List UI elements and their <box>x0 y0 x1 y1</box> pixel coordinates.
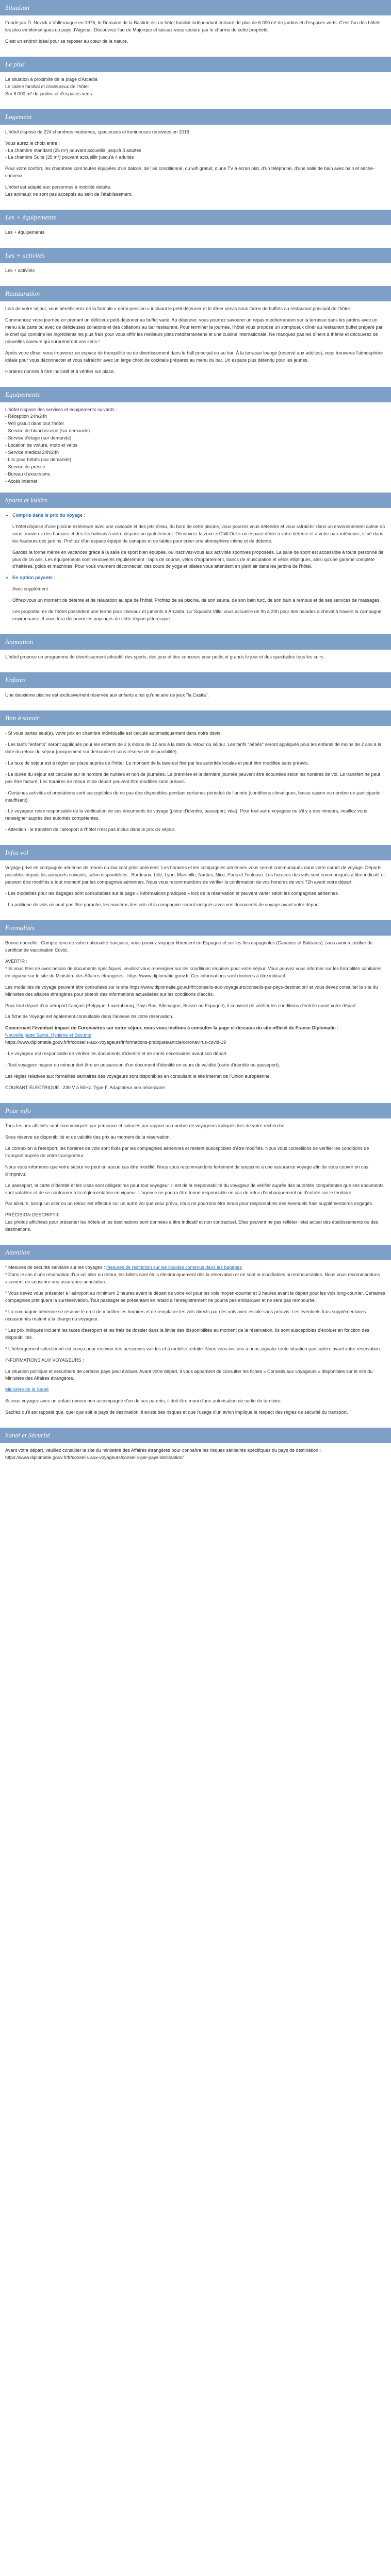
section-title-equipements: Equipements <box>0 387 391 402</box>
bullet-list <box>12 574 386 582</box>
paragraph: Les animaux ne sont pas acceptés au sein de l'établissement. <box>5 192 133 197</box>
paragraph: Sous réserve de disponibilité et de validité des prix au moment de la réservation. <box>5 1134 171 1140</box>
section-formalites <box>0 920 391 1103</box>
paragraph: Tous les prix affichés sont communiqués par personne et calculés par rapport au nombre de voyageurs indiqués lors de votre recherche. <box>5 1123 286 1128</box>
section-situation <box>0 0 391 57</box>
section-enfants <box>0 672 391 710</box>
section-title-restauration: Restauration <box>0 286 391 301</box>
section-title-formalites: Formalités <box>0 920 391 936</box>
section-title-plus-equipements: Les + équipements <box>0 210 391 225</box>
ministere-sante-link[interactable]: Ministère de la Santé <box>5 1387 49 1393</box>
paragraph: Les + activités <box>5 268 35 274</box>
paragraph: - La chambre standard (25 m²) pouvant accueillir jusqu'à 3 adultes <box>5 147 141 153</box>
paragraph: Les photos affichées pour présenter les hôtels et les destinations sont données à titre indicatif et non contractuel. Elles peuvent ne pas refléter l'état actuel des établissements ou des destinations. <box>5 1219 378 1232</box>
paragraph: La fiche de Voyage est également consultable dans l'annexe de votre réservation. <box>5 1014 173 1020</box>
section-equipements <box>0 387 391 493</box>
paragraph: L'hôtel propose un programme de divertissement attractif, des sports, des jeux et des concours pour petits et grands le jour et des spectacles tous les soirs. <box>5 654 325 660</box>
section-sante-securite <box>0 1428 391 1473</box>
section-title-logement: Logement <box>0 109 391 125</box>
subheading-compris: • Compris dans le prix du voyage : <box>12 512 386 519</box>
section-title-enfants: Enfants <box>0 672 391 688</box>
bullet-list <box>12 512 386 519</box>
paragraph: Une deuxième piscine est exclusivement réservée aux enfants ainsi qu'une aire de jeux "la Casita". <box>5 692 209 698</box>
paragraph: L'hôtel dispose d'une piscine extérieure avec une cascade et des jets d'eau, du bord de cette piscine, vous pourrez vous détendre et vous rafraîchir dans un environnement calme où vous trouverez des hamacs et des lits balinais à votre disposition gratuitement. Découvrez la zone « Chill Out » un espace dédié à votre détente et à votre paix intérieure, situé dans les hauteurs des jardins. Profitez d'un espace équipé de canapés et de tables pour créer une atmosphère intime et de détente. <box>12 523 385 544</box>
paragraph: Pour tout départ d'un aéroport français (Belgique, Luxembourg, Pays-Bas, Allemagne, Suisse ou Espagne), il convient de vérifier les conditions d'entrée avant votre départ. <box>5 1003 357 1008</box>
section-sports <box>0 493 391 634</box>
section-title-sports: Sports et loisirs <box>0 493 391 508</box>
paragraph: L'hôtel dispose de 224 chambres modernes, spacieuses et lumineuses rénovées en 2019. <box>5 129 191 134</box>
paragraph: - Le voyageur reste responsable de la vérification de ses documents de voyage (pièce d'identité, passeport, visa). Pour tout autre voyageur ou s'il y a des mineurs, veuillez vous renseigner auprès des autorités compétentes. <box>5 808 367 821</box>
list-item: - Wifi gratuit dans tout l'hôtel <box>5 421 64 427</box>
section-animation <box>0 634 391 672</box>
paragraph: Voyage privé en compagnie aérienne de renom ou low cost principalement. Les horaires et les compagnies aériennes vous seront communiqués dans votre carnet de voyage. Départs possibles depuis les aéroports suivants, selon disponibilités : Bordeaux, Lille, Lyon, Marseille, Nantes, Nice, Paris et Toulouse. Les horaires des vols sont communiqués à titre indicatif et peuvent être modifiés à tout moment par les compagnies aériennes. Nous vous recommandons de vérifier la confirmation de vos horaires de vols 72h avant votre départ. <box>5 865 385 885</box>
paragraph: Les règles relatives aux formalités sanitaires des voyageurs sont disponibles en consultant le site internet de l'Union européenne. <box>5 1074 271 1079</box>
paragraph: https://www.diplomatie.gouv.fr/fr/conseils-aux-voyageurs/informations-pratiques/article/coronavirus-covid-19 <box>5 1040 226 1045</box>
paragraph: * Dans le cas d'une réservation d'un vol aller ou retour, les billets sont émis électroniquement dès la réservation et ne sont ni modifiables ni remboursables. Nous vous recommandons vivement de souscrire une assurance annulation. <box>5 1272 380 1285</box>
list-item: - Lits pour bébés (sur demande) <box>5 457 72 463</box>
section-title-attention: Attention <box>0 1245 391 1260</box>
paragraph: La connexion à l'aéroport, les horaires de vols sont fixés par les compagnies aériennes et restent susceptibles d'être modifiés. Nous vous conseillons de vérifier les conditions de transport auprès de votre transporteur. <box>5 1145 369 1158</box>
paragraph: * Les prix indiqués incluent les taxes d'aéroport et les frais de dossier dans la limite des disponibilités au moment de la réservation. Ils sont susceptibles d'évoluer en fonction des disponibilités. <box>5 1327 369 1340</box>
section-title-sante-securite: Santé et Sécurité <box>0 1428 391 1443</box>
paragraph: Les propriétaires de l'hôtel possèdent une ferme pour chevaux et juments à Arcadia. La 'Squadra Villa' vous accueille de 9h à 20h pour des balades à cheval à travers la campagne environnante et vous fera découvrir les paysages de cette région pittoresque. <box>12 609 382 622</box>
section-title-infos-vol: Infos vol <box>0 845 391 860</box>
paragraph: * La compagnie aérienne se réserve le droit de modifier les horaires et de remplacer les vols directs par des vols avec escale sans préavis. Les éventuels frais supplémentaires occasionnés restent à la charge du voyageur. <box>5 1309 366 1321</box>
section-pour-info <box>0 1103 391 1245</box>
section-logement <box>0 109 391 210</box>
paragraph: - Les modalités pour les bagages sont consultables sur la page « Informations pratiques » lors de la réservation et peuvent varier selon les compagnies aériennes. <box>5 891 339 896</box>
paragraph: PRÉCISION DESCRIPTIF <box>5 1212 60 1218</box>
paragraph: Nous vous informons que votre séjour ne peut en aucun cas être modifié. Nous vous recommandons fortement de souscrire à une assurance voyage afin de vous couvrir en cas d'imprévu. <box>5 1164 368 1177</box>
paragraph: * Vous devez vous présenter à l'aéroport au minimum 2 heures avant le départ de votre vol pour les vols moyen-courrier et 3 heures avant le départ pour les vols long-courrier. Certaines compagnies pratiquent la surréservation. Tout passager se présentant en retard à l'enregistrement ne pourra pas embarquer et ne sera pas remboursé. <box>5 1291 385 1303</box>
sante-hygiene-link[interactable]: Nouvelle page Santé, Hygiène et Sécurité <box>5 1032 92 1038</box>
section-restauration <box>0 286 391 387</box>
paragraph: Sachez qu'il est rappelé que, quel que soit le pays de destination, il existe des risques et que l'usage d'un avion implique le respect des règles de sécurité du transport. <box>5 1410 348 1415</box>
section-bon-a-savoir <box>0 710 391 845</box>
paragraph: La situation politique et sécuritaire de certains pays peut évoluer. Avant votre départ, il vous appartient de consulter les fiches « Conseils aux voyageurs » disponibles sur le site du Ministère des Affaires étrangères. <box>5 1368 373 1381</box>
paragraph: - Si vous partez seul(e), votre prix en chambre individuelle est calculé automatiquement dans notre devis. <box>5 730 222 736</box>
section-title-le-plus: Le plus <box>0 57 391 72</box>
paragraph: - Le voyageur est responsable de vérifier les documents d'identité et de santé nécessaires avant son départ. <box>5 1051 228 1057</box>
paragraph: Avant votre départ, veuillez consulter le site du ministère des Affaires étrangères pour connaître les risques sanitaires spécifiques du pays de destination : https://www.diplomatie.gouv.fr/fr/conseils-aux-voyageurs/conseils-par-pays-destination/ <box>5 1448 321 1461</box>
list-item: - Service de presse <box>5 464 45 469</box>
section-title-plus-activites: Les + activités <box>0 248 391 263</box>
paragraph: Le passeport, la carte d'identité et les visas sont obligatoires pour tout voyageur. Il est de la responsabilité du voyageur de vérifier auprès des autorités compétentes que ses documents sont valables et de se conformer à la réglementation en vigueur. L'agence ne pourra être tenue responsable en cas de refus d'embarquement ou d'entrée sur le territoire. <box>5 1182 384 1195</box>
list-item: - Service médical 24h/24h <box>5 450 59 455</box>
paragraph: - La chambre Suite (35 m²) pouvant accueillir jusqu'à 4 adultes <box>5 155 134 160</box>
paragraph: Les + équipements <box>5 230 45 235</box>
section-plus-equipements <box>0 210 391 248</box>
list-item: - Location de voiture, moto et vélos <box>5 443 78 448</box>
list-item: - Service de blanchisserie (sur demande) <box>5 428 90 434</box>
paragraph: Après votre dîner, vous trouverez un espace de tranquillité ou de divertissement dans le hall principal ou au bar. À la terrasse lounge (réservé aux adultes), vous trouverez l'atmosphère idéale pour vous déconnecter et vous rafraîchir avec un large choix de cocktails préparés au menu du bar. Un espace plus détendu pour les jeunes. <box>5 350 383 363</box>
paragraph: Lors de votre séjour, vous bénéficierez de la formule « demi-pension » incluant le petit-déjeuner et le dîner servis sous forme de buffets au restaurant principal de l'hôtel. <box>5 306 351 311</box>
list-item: - Accès internet <box>5 478 38 484</box>
paragraph: * L'hébergement sélectionné est conçu pour recevoir des personnes valides et à mobilité réduite. Nous vous invitons à nous signaler toute situation particulière avant votre réservation. <box>5 1346 381 1351</box>
paragraph: L'hôtel dispose des services et équipements suivants : <box>5 406 117 412</box>
paragraph: Avec supplément : <box>12 586 51 592</box>
paragraph: - La politique de vols ne peut pas être garantie, les numéros des vols et la compagnie seront indiqués avec vos documents de voyage avant votre départ. <box>5 902 320 907</box>
paragraph: * Si vous êtes né avec besoin de documents spécifiques, veuillez vous renseigner sur les conditions requises pour votre séjour. Vous pouvez vous informer sur les formalités sanitaires en vigueur sur le site du Ministère des Affaires étrangères : https://www.diplomatie.gouv.fr. Ces informations sont données à titre indicatif. <box>5 965 382 978</box>
paragraph: Les modalités de voyage peuvent être consultées sur le site https://www.diplomatie.gouv.fr/fr/conseils-aux-voyageurs/conseils-par-pays-destination/ et vous devez consulter le site du Ministère des affaires étrangères pour obtenir des informations actualisées sur les conditions d'accès. <box>5 984 378 997</box>
subheading-option: • En option payante : <box>12 574 386 582</box>
list-item: - Service d'étage (sur demande) <box>5 435 72 441</box>
paragraph: C'est un endroit idéal pour se reposer au cœur de la nature. <box>5 38 128 44</box>
paragraph: Vous aurez le choix entre : <box>5 140 60 146</box>
paragraph: Le calme familial et chaleureux de l'hôtel <box>5 83 89 89</box>
paragraph: - Certaines activités et prestations sont susceptibles de ne pas être disponibles pendant certaines périodes de l'année (conditions climatiques, basse saison ou nombre de participants insuffisant). <box>5 790 381 803</box>
paragraph: Offrez-vous un moment de détente et de relaxation au spa de l'hôtel. Profitez de sa piscine, de son sauna, de son bain turc, de son bain à remous et de ses services de massages. <box>12 598 381 603</box>
section-title-situation: Situation <box>0 0 391 15</box>
paragraph: COURANT ÉLECTRIQUE : 230 V à 50Hz. Type F. Adaptateur non nécessaire. <box>5 1085 167 1090</box>
paragraph: Par ailleurs, lorsqu'un aller ou un retour est effectué sur un autre vol que celui prévu, nous ne pourrons être tenus pour responsables des éventuels frais supplémentaires engagés. <box>5 1201 373 1207</box>
liquides-link[interactable]: mesures de restriction sur les liquides contenus dans les bagages <box>106 1265 242 1270</box>
paragraph: - Attention : le transfert de l'aéroport à l'hôtel n'est pas inclus dans le prix du séjour. <box>5 827 175 833</box>
paragraph: Gardez la forme même en vacances grâce à la salle de sport bien équipée, ou inscrivez-vous aux activités sportives proposées. La salle de sport est accessible à toute personne de plus de 16 ans. Les équipements sont renouvelés régulièrement : tapis de course, vélos d'appartement, bancs de musculation et vélos elliptiques, ainsi qu'une gamme complète d'haltères, poids et machines. Pour vous vraiment déconnecter, des cours de yoga et pilates vous attendent en plein air dans les jardins de l'hôtel. <box>12 549 384 569</box>
paragraph: Bonne nouvelle : Compte tenu de votre nationalité française, vous pouvez voyager librement en Espagne et sur les îles espagnoles (Canaries et Baléares), sans avoir à justifier de certificat de vaccination Covid. <box>5 940 373 953</box>
section-title-animation: Animation <box>0 634 391 650</box>
list-item: - Bureau d'excursions <box>5 471 50 477</box>
paragraph: - La taxe de séjour est à régler sur place auprès de l'hôtel. Le montant de la taxe est fixé par les autorités locales et peut être modifiée sans préavis. <box>5 760 309 766</box>
paragraph: Sur 6 000 m² de jardins et d'espaces verts <box>5 91 92 96</box>
paragraph: * Mesures de sécurité sanitaire sur les voyages : <box>5 1265 105 1270</box>
paragraph: - Les tarifs "enfants" seront appliqués pour les enfants de 2 à moins de 12 ans à la date du retour du séjour. Les tarifs "bébés" seront appliqués pour les enfants de moins de 2 ans à la date du retour du séjour (uniquement sur demande et sous réserve de disponibilité). <box>5 741 382 754</box>
paragraph: Concernant l'éventuel impact de Coronavirus sur votre séjour, nous vous invitons à consulter la page ci-dessous du site officiel de France Diplomatie : <box>5 1025 339 1031</box>
paragraph: - Tout voyageur majeur ou mineur doit être en possession d'un document d'identité en cours de validité (carte d'identité ou passeport). <box>5 1062 280 1068</box>
section-le-plus <box>0 57 391 109</box>
section-title-pour-info: Pour info <box>0 1103 391 1118</box>
section-infos-vol <box>0 845 391 920</box>
equipment-list <box>5 413 386 485</box>
list-item: - Réception 24h/24h <box>5 414 47 419</box>
paragraph: AVERTIR : <box>5 958 28 964</box>
paragraph: Horaires donnés à titre indicatif et à vérifier sur place. <box>5 368 115 374</box>
paragraph: La situation à proximité de la plage d'Arcadia <box>5 76 97 82</box>
paragraph: Commencez votre journée en prenant un délicieux petit-déjeuner au buffet varié. Au déjeuner, vous pourrez savourer un repas méditerranéen sur la terrasse dans les jardins avec un menu à la carte ou avec de délicieuses collations et des collations au bar restaurant. Pour terminer la journée, l'hôtel vous propose un somptueux dîner au restaurant buffet préparé par le chef qui combine les ingrédients les plus frais pour vous offrir les meilleurs plats méditerranéens et une cuisine internationale. Ne manquez pas les dîners à thème et découvrez de nouvelles saveurs qui surprendront vos sens ! <box>5 317 383 344</box>
paragraph: - La durée du séjour est calculée sur le nombre de nuitées et non de journées. La première et la dernière journée peuvent être écourtées selon les horaires de vol. Le transfert ne peut pas être facturé. Les horaires de retour et de départ peuvent être modifiés sans préavis. <box>5 771 380 784</box>
paragraph: Pour votre confort, les chambres sont toutes équipées d'un balcon, de l'air conditionné, du wifi gratuit, d'une TV à écran plat, d'un téléphone, d'une salle de bain avec bain et sèche-cheveux. <box>5 166 374 179</box>
paragraph: Si vous voyagez avec un enfant mineur non accompagné d'un de ses parents, il doit être muni d'une autorisation de sortie du territoire. <box>5 1398 282 1404</box>
section-attention <box>0 1245 391 1428</box>
section-plus-activites <box>0 248 391 286</box>
paragraph: INFORMATIONS AUX VOYAGEURS : <box>5 1357 84 1363</box>
paragraph: L'hôtel est adapté aux personnes à mobilité réduite. <box>5 184 111 190</box>
paragraph: Fondé par D. Novick à Valleraugue en 1976, le Domaine de la Bastide est un hôtel familial indépendant entouré de plus de 6 000 m² de jardins et d'espaces verts. C'est l'un des hôtels les plus emblématiques du pays d'Aigoual. Découvrez l'art de Majorque et laissez-vous séduire par le charme de cette propriété. <box>5 20 381 32</box>
section-title-bon-a-savoir: Bon à savoir <box>0 710 391 726</box>
